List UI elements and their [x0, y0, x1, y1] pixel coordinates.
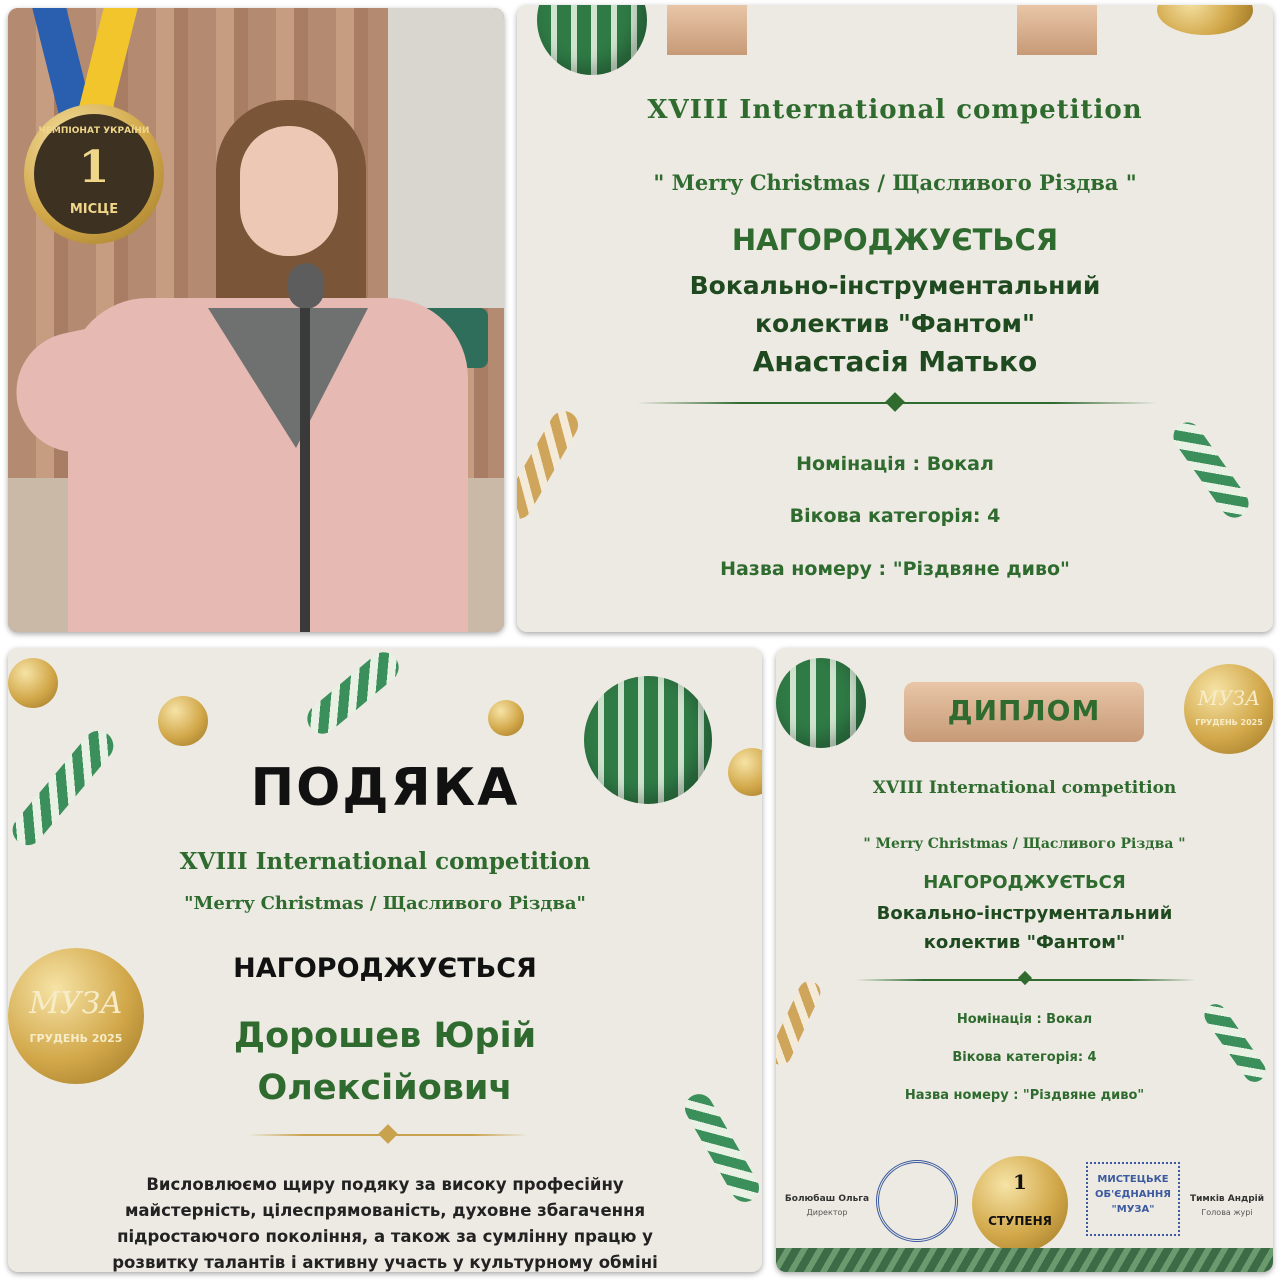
name-line-1: Дорошев Юрій: [233, 1016, 537, 1056]
director-role: Директор: [806, 1208, 848, 1217]
body-line-2: майстерність, цілеспрямованість, духовне збагачення: [124, 1201, 646, 1220]
group-line-2: колектив "Фантом": [923, 932, 1126, 953]
window: [388, 8, 504, 308]
certificate-panel-1: [517, 5, 1273, 632]
age-category: Вікова категорія: 4: [789, 505, 1001, 527]
divider-diamond: [885, 392, 905, 412]
certificate-panel-2: [8, 648, 762, 1272]
director-name: Болюбаш Ольга: [784, 1194, 870, 1204]
body-line-1: Висловлюємо щиру подяку за високу професійну: [146, 1175, 624, 1194]
degree-label: СТУПЕНЯ: [988, 1214, 1052, 1228]
ribbon-left: [667, 5, 747, 55]
nomination: Номінація : Вокал: [956, 1012, 1093, 1027]
ornament-gold-small-2: [158, 696, 208, 746]
age-category: Вікова категорія: 4: [952, 1050, 1097, 1065]
body-line-3: підростаючого покоління, а також за сумлінну працю у: [117, 1227, 653, 1246]
microphone: [288, 263, 324, 309]
muza-logo: МУЗА: [1197, 686, 1261, 710]
competition-title: XVIII International competition: [179, 848, 591, 875]
muza-date: ГРУДЕНЬ 2025: [1195, 718, 1263, 727]
page-title: ПОДЯКА: [250, 758, 520, 818]
face: [240, 126, 338, 256]
group-line-2: колектив "Фантом": [755, 309, 1035, 338]
candy-cane-2: [301, 648, 405, 740]
round-seal: [876, 1160, 958, 1242]
mic-stand: [300, 308, 310, 632]
piece-title: Назва номеру : "Різдвяне диво": [904, 1088, 1145, 1103]
pine-border: [776, 1248, 1273, 1272]
medal: [24, 104, 164, 244]
awarded-label: НАГОРОДЖУЄТЬСЯ: [923, 872, 1126, 893]
stamp-line-1: МИСТЕЦЬКЕ: [1097, 1174, 1169, 1185]
ribbon-right: [1017, 5, 1097, 55]
degree-ornament: [972, 1156, 1068, 1252]
stamp-line-3: "МУЗА": [1111, 1204, 1155, 1215]
jury-name: Тимків Андрій: [1189, 1194, 1265, 1204]
jury-role: Голова журі: [1201, 1208, 1253, 1217]
awardee-name: Анастасія Матько: [752, 345, 1038, 378]
name-line-2: Олексійович: [257, 1068, 513, 1108]
muza-logo: МУЗА: [29, 986, 123, 1021]
ornament-gold: [1157, 5, 1253, 35]
ornament-green: [537, 5, 647, 75]
body-text: [8, 1172, 762, 1272]
awarded-label: НАГОРОДЖУЄТЬСЯ: [731, 223, 1059, 257]
muza-date: ГРУДЕНЬ 2025: [29, 1032, 123, 1045]
muza-ornament: [1184, 664, 1273, 754]
medal-place: МІСЦЕ: [69, 202, 119, 217]
medal-number: 1: [78, 142, 110, 193]
group-line-1: Вокально-інструментальний: [876, 903, 1173, 924]
stamp-line-2: ОБ'ЄДНАННЯ: [1095, 1189, 1171, 1200]
divider-diamond: [378, 1124, 398, 1144]
group-line-1: Вокально-інструментальний: [689, 271, 1101, 300]
stamp: [1086, 1162, 1180, 1236]
awarded-label: НАГОРОДЖУЄТЬСЯ: [233, 953, 537, 984]
page-title: ДИПЛОМ: [947, 694, 1101, 727]
medal-text: ЧЕМПІОНАТ УКРАЇНИ: [38, 126, 150, 136]
competition-subtitle: "Merry Christmas / Щасливого Різдва": [184, 893, 586, 914]
certificate-panel-3: [776, 648, 1273, 1272]
nomination: Номінація : Вокал: [796, 453, 994, 475]
ornament-green: [776, 658, 866, 748]
competition-subtitle: " Merry Christmas / Щасливого Різдва ": [653, 170, 1137, 195]
ornament-gold-small: [8, 658, 58, 708]
piece-title: Назва номеру : "Різдвяне диво": [720, 558, 1070, 580]
competition-title: XVIII International competition: [647, 95, 1143, 125]
competition-title: XVIII International competition: [872, 778, 1177, 798]
ornament-gold-small-3: [488, 700, 524, 736]
photo-panel: [8, 8, 504, 632]
degree-number: 1: [1013, 1170, 1027, 1194]
title-ribbon: [904, 682, 1144, 742]
divider-diamond: [1018, 971, 1032, 985]
competition-subtitle: " Merry Christmas / Щасливого Різдва ": [863, 836, 1186, 852]
body-line-4: розвитку талантів і активну участь у культурному обміні: [112, 1253, 658, 1272]
